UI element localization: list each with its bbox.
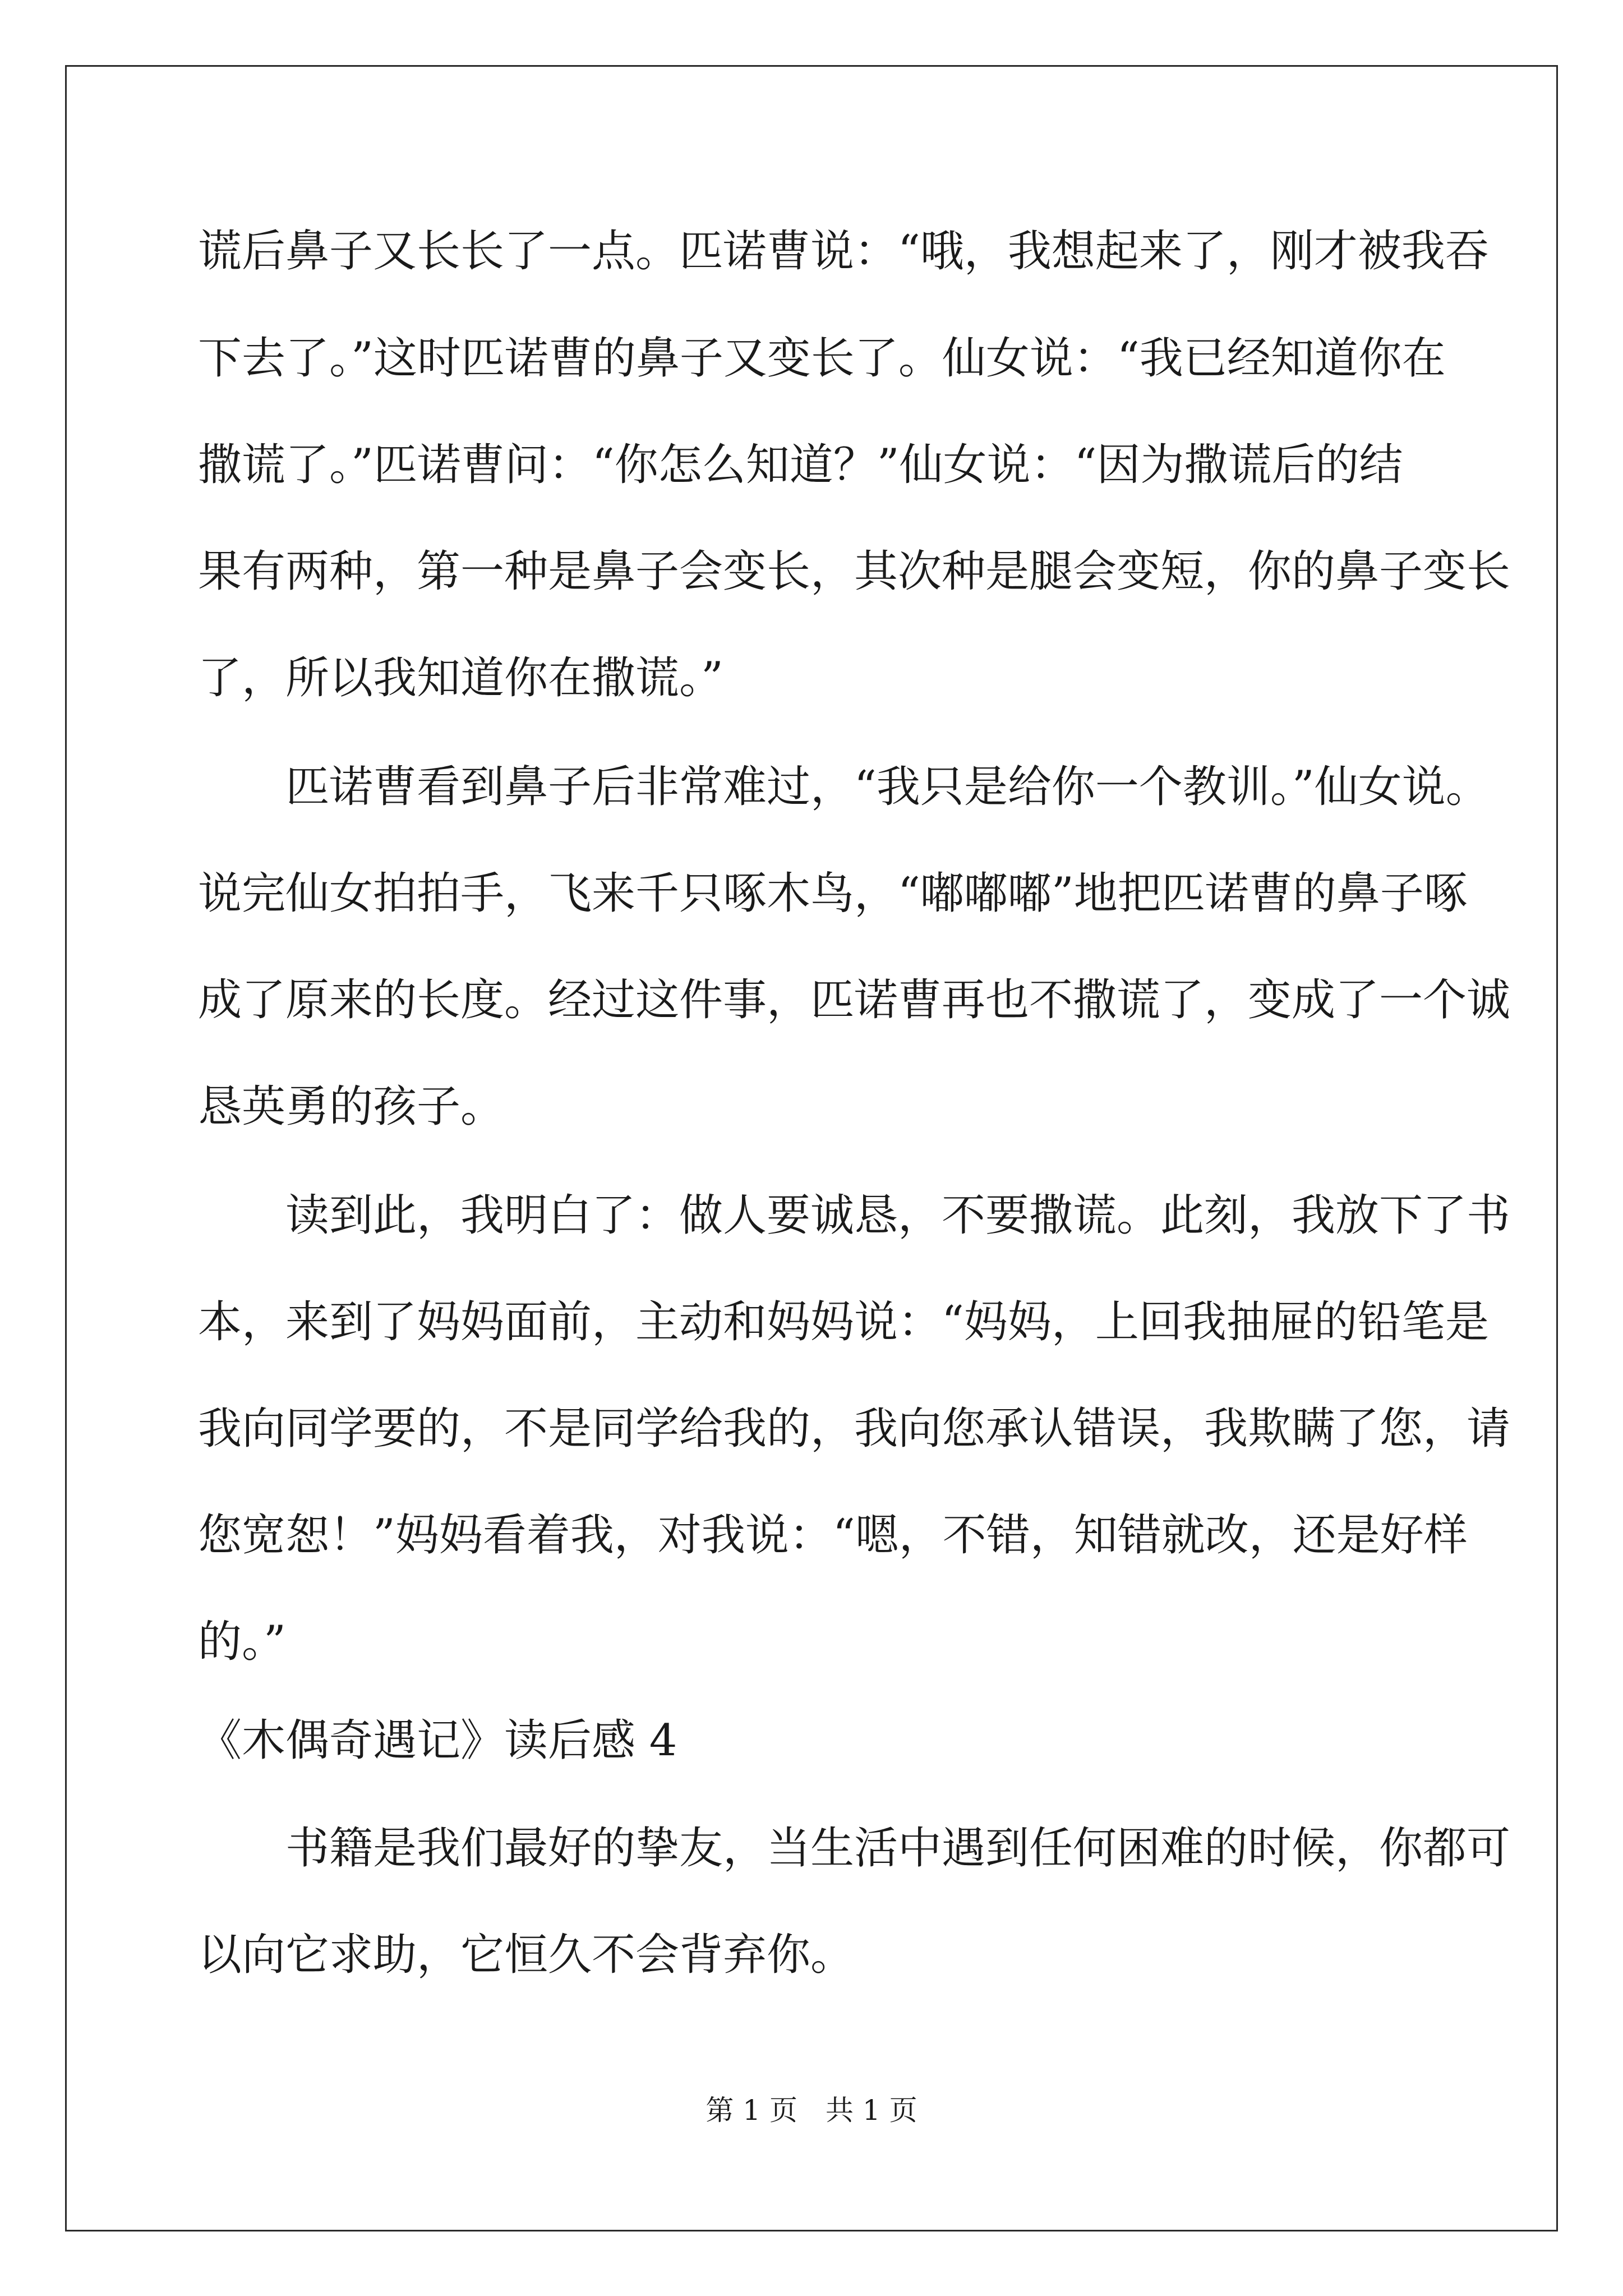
section-heading: 《木偶奇遇记》读后感 4 [198, 1715, 677, 1766]
text-line: 本，来到了妈妈面前，主动和妈妈说：“妈妈，上回我抽屉的铅笔是 [198, 1297, 1489, 1347]
page-border [65, 65, 1558, 2231]
text-line: 谎后鼻子又长长了一点。匹诺曹说：“哦，我想起来了，刚才被我吞 [198, 226, 1489, 277]
text-line: 读到此，我明白了：做人要诚恳，不要撒谎。此刻，我放下了书 [198, 1190, 1511, 1241]
text-line: 说完仙女拍拍手，飞来千只啄木鸟，“嘟嘟嘟”地把匹诺曹的鼻子啄 [198, 868, 1468, 919]
text-line: 了，所以我知道你在撒谎。” [198, 653, 723, 703]
text-line: 的。” [198, 1617, 286, 1667]
text-line: 您宽恕！”妈妈看着我，对我说：“嗯，不错，知错就改，还是好样 [198, 1510, 1468, 1561]
text-line: 下去了。”这时匹诺曹的鼻子又变长了。仙女说：“我已经知道你在 [198, 333, 1446, 384]
text-line: 成了原来的长度。经过这件事，匹诺曹再也不撒谎了，变成了一个诚 [198, 975, 1511, 1025]
text-line: 恳英勇的孩子。 [198, 1082, 505, 1132]
page-footer: 第 1 页 共 1 页 [706, 2094, 917, 2127]
text-line: 果有两种，第一种是鼻子会变长，其次种是腿会变短，你的鼻子变长 [198, 546, 1511, 597]
text-line: 我向同学要的，不是同学给我的，我向您承认错误，我欺瞒了您，请 [198, 1404, 1511, 1454]
text-line: 书籍是我们最好的挚友，当生活中遇到任何困难的时候，你都可 [198, 1823, 1511, 1874]
text-line: 以向它求助，它恒久不会背弃你。 [198, 1930, 855, 1980]
text-line: 匹诺曹看到鼻子后非常难过，“我只是给你一个教训。”仙女说。 [198, 762, 1490, 812]
text-line: 撒谎了。”匹诺曹问：“你怎么知道？”仙女说：“因为撒谎后的结 [198, 440, 1403, 490]
